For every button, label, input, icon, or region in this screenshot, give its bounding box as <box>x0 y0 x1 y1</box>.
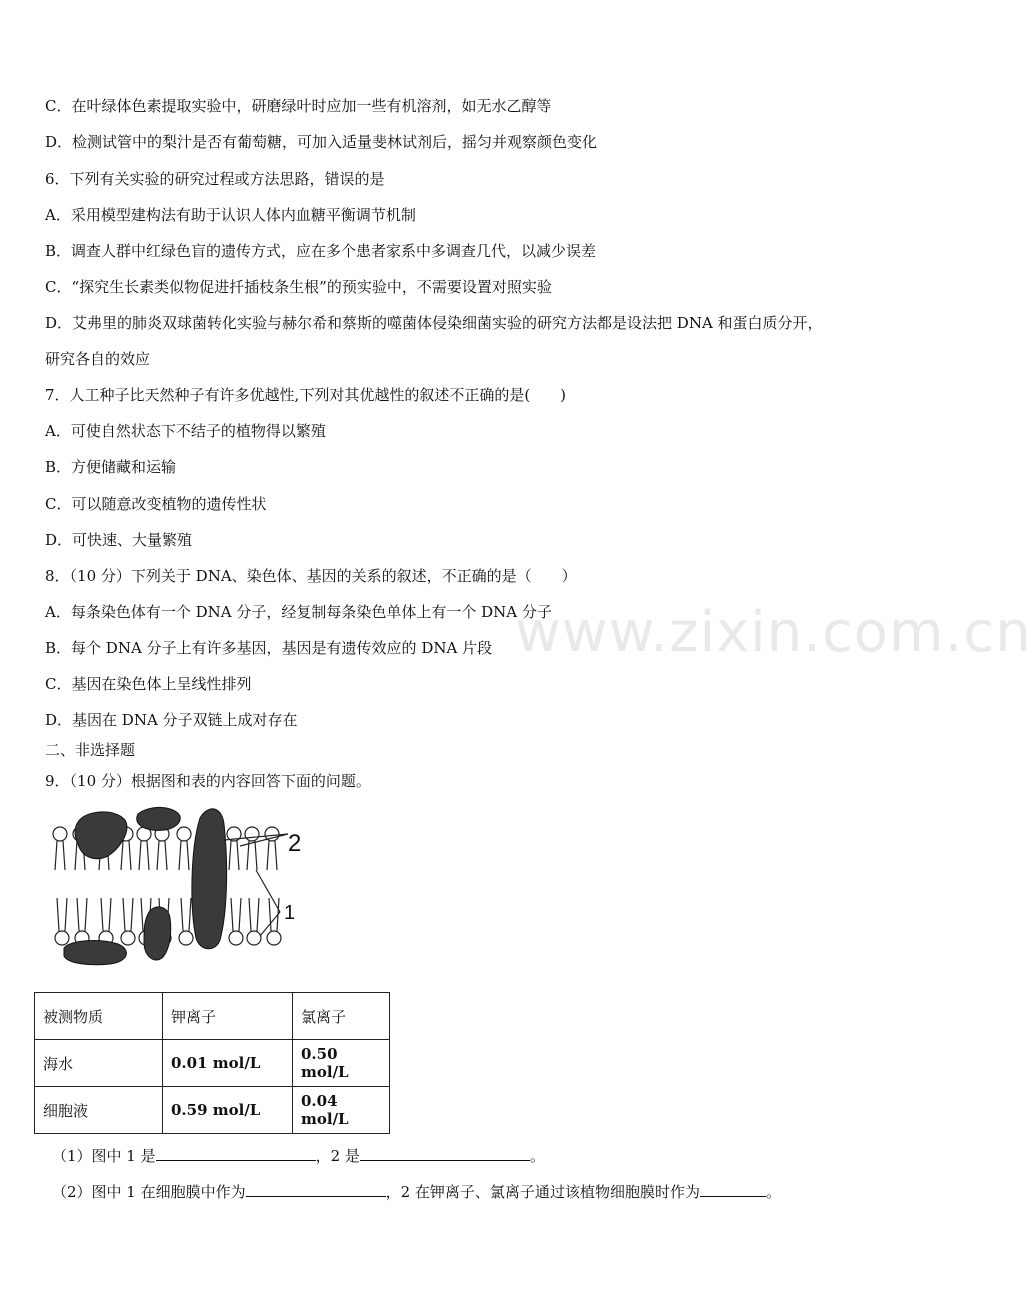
q7-option-b: B．方便储藏和运输 <box>45 458 177 476</box>
protein-4 <box>144 907 171 960</box>
table-cell: 0.04 mol/L <box>293 1087 390 1134</box>
phospholipid-tail <box>121 841 131 870</box>
phospholipid-tail <box>267 841 277 870</box>
q7-option-c: C．可以随意改变植物的遗传性状 <box>45 495 267 513</box>
phospholipid-tail <box>55 841 65 870</box>
q7-option-a: A．可使自然状态下不结子的植物得以繁殖 <box>45 422 326 440</box>
protein-2 <box>137 807 180 830</box>
phospholipid-head <box>179 931 193 945</box>
table-header-cell: 氯离子 <box>293 993 390 1040</box>
phospholipid-tail <box>231 898 241 931</box>
table-cell: 海水 <box>35 1040 163 1087</box>
phospholipid-tail <box>139 841 149 870</box>
phospholipid-head <box>55 931 69 945</box>
q5-option-c: C．在叶绿体色素提取实验中，研磨绿叶时应加一些有机溶剂，如无水乙醇等 <box>45 97 552 115</box>
question-9: 9．（10 分）根据图和表的内容回答下面的问题。 <box>45 772 371 790</box>
sub-question-2 <box>52 1182 781 1202</box>
phospholipid-tail <box>229 841 239 870</box>
sub-question-1 <box>52 1146 545 1166</box>
section-heading: 二、非选择题 <box>45 741 136 759</box>
question-7: 7．人工种子比天然种子有许多优越性,下列对其优越性的叙述不正确的是( ) <box>45 386 567 404</box>
q8-option-b: B．每个 DNA 分子上有许多基因，基因是有遗传效应的 DNA 片段 <box>45 639 493 657</box>
question-6: 6．下列有关实验的研究过程或方法思路，错误的是 <box>45 170 385 188</box>
protein-5 <box>64 941 126 965</box>
phospholipid-tail <box>57 898 67 931</box>
q6-option-d-line1: D．艾弗里的肺炎双球菌转化实验与赫尔希和蔡斯的噬菌体侵染细菌实验的研究方法都是设法把 DNA 和蛋白质分开， <box>45 314 823 332</box>
ion-concentration-table <box>34 992 390 1134</box>
sub2-prefix: （2）图中 1 在细胞膜中作为 <box>52 1183 246 1201</box>
q6-option-d-line2: 研究各自的效应 <box>45 350 151 368</box>
table-cell: 细胞液 <box>35 1087 163 1134</box>
protein-1 <box>75 812 127 859</box>
answer-blank-4[interactable] <box>700 1182 766 1197</box>
q8-option-a: A．每条染色体有一个 DNA 分子，经复制每条染色单体上有一个 DNA 分子 <box>45 603 552 621</box>
q6-option-a: A．采用模型建构法有助于认识人体内血糖平衡调节机制 <box>45 206 416 224</box>
phospholipid-tail <box>77 898 87 931</box>
watermark: www.zixin.com.cn <box>515 600 1032 665</box>
sub2-mid: ，2 在钾离子、氯离子通过该植物细胞膜时作为 <box>385 1183 700 1201</box>
sub1-mid: ，2 是 <box>315 1147 360 1165</box>
phospholipid-tail <box>179 841 189 870</box>
phospholipid-tail <box>123 898 133 931</box>
protein-3 <box>192 809 227 949</box>
phospholipid-tail <box>181 898 191 931</box>
phospholipid-tail <box>101 898 111 931</box>
phospholipid-head <box>247 931 261 945</box>
phospholipid-tail <box>157 841 167 870</box>
q5-option-d: D．检测试管中的梨汁是否有葡萄糖，可加入适量斐林试剂后，摇匀并观察颜色变化 <box>45 133 598 151</box>
question-8: 8．（10 分）下列关于 DNA、染色体、基因的关系的叙述，不正确的是（ ） <box>45 567 577 585</box>
phospholipid-head <box>121 931 135 945</box>
sub1-prefix: （1）图中 1 是 <box>52 1147 156 1165</box>
phospholipid-head <box>245 827 259 841</box>
label-2: 2 <box>288 830 302 857</box>
q8-option-d: D．基因在 DNA 分子双链上成对存在 <box>45 711 298 729</box>
phospholipid-head <box>267 931 281 945</box>
table-cell: 0.01 mol/L <box>163 1040 293 1087</box>
table-header-cell: 被测物质 <box>35 993 163 1040</box>
answer-blank-1[interactable] <box>156 1146 316 1161</box>
phospholipid-head <box>53 827 67 841</box>
table-row <box>35 1087 390 1134</box>
table-header-row <box>35 993 390 1040</box>
phospholipid-tail <box>247 841 257 870</box>
table-cell: 0.59 mol/L <box>163 1087 293 1134</box>
phospholipid-tail <box>249 898 259 931</box>
sub2-end: 。 <box>765 1183 781 1201</box>
phospholipid-head <box>229 931 243 945</box>
table-row <box>35 1040 390 1087</box>
answer-blank-3[interactable] <box>246 1182 386 1197</box>
label-1: 1 <box>284 902 296 924</box>
table-header-cell: 钾离子 <box>163 993 293 1040</box>
q6-option-b: B．调查人群中红绿色盲的遗传方式，应在多个患者家系中多调查几代，以减少误差 <box>45 242 597 260</box>
q8-option-c: C．基因在染色体上呈线性排列 <box>45 675 252 693</box>
q7-option-d: D．可快速、大量繁殖 <box>45 531 193 549</box>
answer-blank-2[interactable] <box>360 1146 530 1161</box>
phospholipid-head <box>177 827 191 841</box>
sub1-end: 。 <box>529 1147 545 1165</box>
table-cell: 0.50 mol/L <box>293 1040 390 1087</box>
cell-membrane-diagram <box>40 800 320 970</box>
q6-option-c: C．“探究生长素类似物促进扦插枝条生根”的预实验中，不需要设置对照实验 <box>45 278 552 296</box>
